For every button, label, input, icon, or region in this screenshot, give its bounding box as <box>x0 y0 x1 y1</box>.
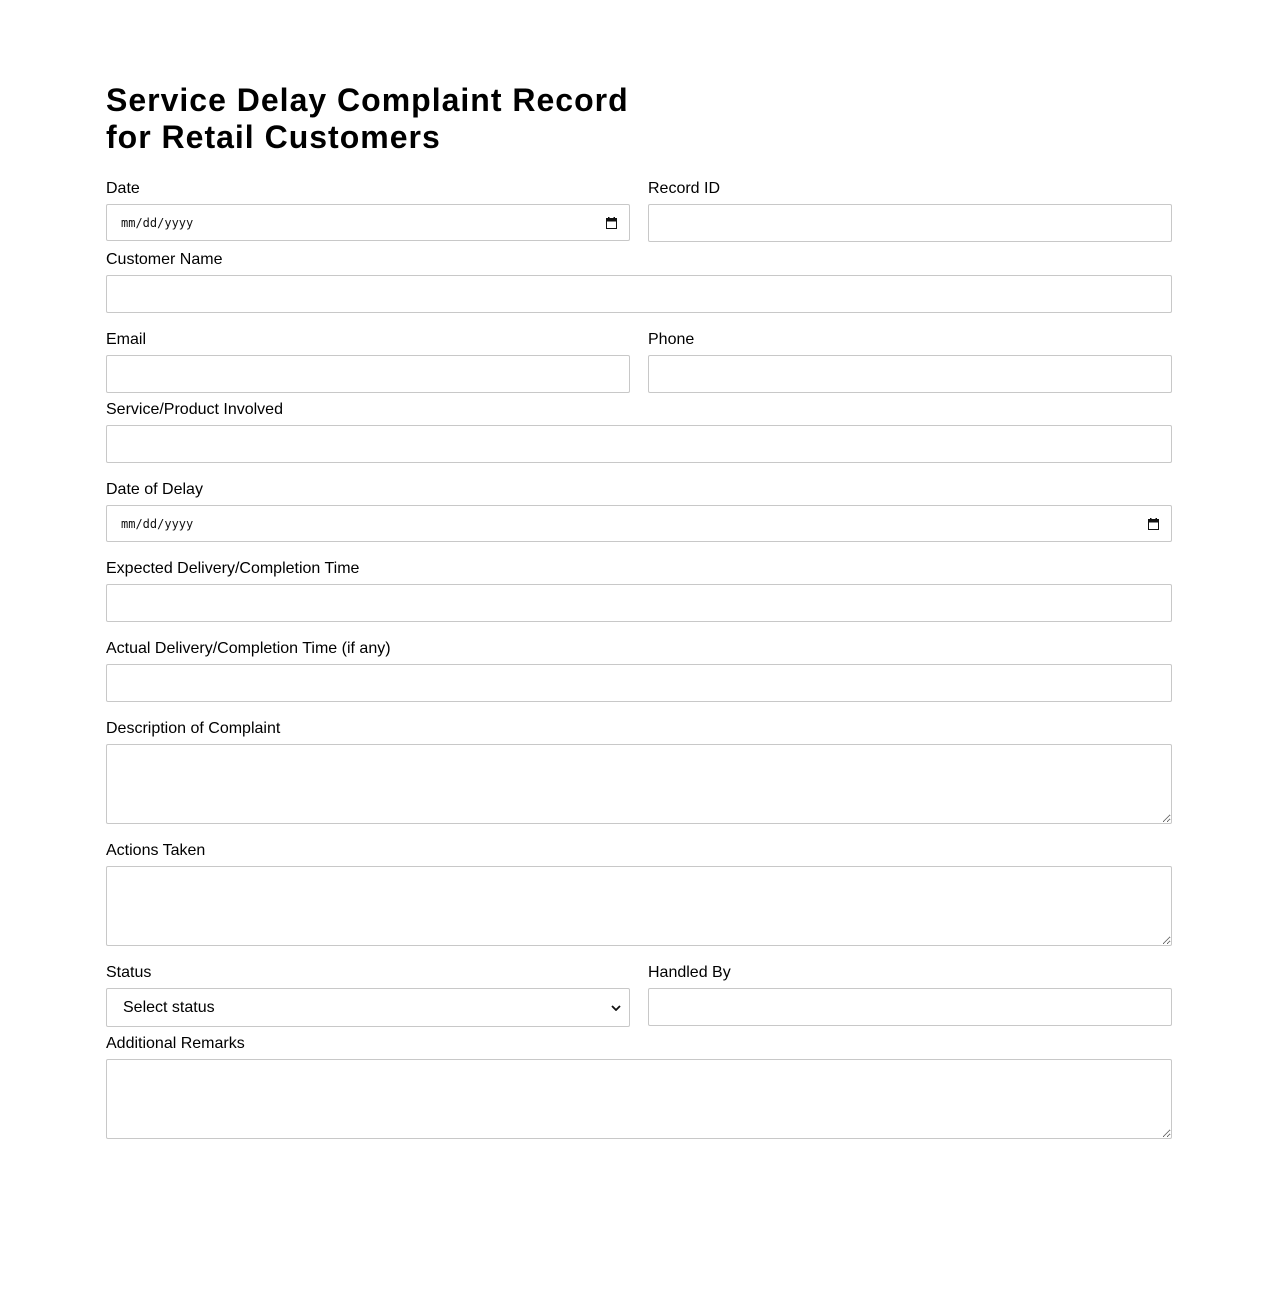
actual-time-label: Actual Delivery/Completion Time (if any) <box>106 640 391 657</box>
email-field[interactable] <box>106 355 630 393</box>
customer-name-group <box>106 251 1172 313</box>
date-of-delay-input[interactable] <box>106 505 1172 542</box>
handled-by-group <box>648 964 1172 1027</box>
expected-time-group <box>106 560 1172 622</box>
date-of-delay-label: Date of Delay <box>106 481 203 498</box>
page-title: Service Delay Complaint Record for Retail Customers <box>106 82 629 155</box>
date-input[interactable] <box>106 204 630 241</box>
record-id-label: Record ID <box>648 180 721 197</box>
customer-name-label: Customer Name <box>106 251 223 268</box>
status-label: Status <box>106 964 152 981</box>
complaint-form <box>106 82 1172 1139</box>
record-id-input[interactable] <box>648 204 1172 242</box>
service-product-input[interactable] <box>106 425 1172 463</box>
actions-taken-textarea[interactable] <box>106 866 1172 946</box>
row-status-handled <box>106 964 1172 1027</box>
date-of-delay-group <box>106 481 1172 542</box>
service-product-group <box>106 401 1172 463</box>
description-textarea[interactable] <box>106 744 1172 824</box>
phone-field[interactable] <box>648 355 1172 393</box>
chevron-down-icon <box>611 1005 621 1011</box>
actual-time-group <box>106 640 1172 702</box>
row-date-record <box>106 180 1172 242</box>
status-selected-value: Select status <box>123 998 215 1016</box>
customer-name-input[interactable] <box>106 275 1172 313</box>
phone-group <box>648 331 1172 393</box>
description-label: Description of Complaint <box>106 720 281 737</box>
handled-by-input[interactable] <box>648 988 1172 1026</box>
row-email-phone <box>106 331 1172 393</box>
email-group <box>106 331 630 393</box>
status-group <box>106 964 630 1027</box>
phone-label: Phone <box>648 331 695 348</box>
date-placeholder: mm/dd/yyyy <box>121 215 194 230</box>
remarks-textarea[interactable] <box>106 1059 1172 1139</box>
actual-time-input[interactable] <box>106 664 1172 702</box>
calendar-icon[interactable] <box>1148 518 1159 530</box>
calendar-icon[interactable] <box>606 217 617 229</box>
date-of-delay-placeholder: mm/dd/yyyy <box>121 516 194 531</box>
remarks-label: Additional Remarks <box>106 1035 245 1052</box>
status-select[interactable] <box>106 988 630 1027</box>
date-label: Date <box>106 180 140 197</box>
remarks-group <box>106 1035 1172 1139</box>
email-label: Email <box>106 331 147 348</box>
handled-by-label: Handled By <box>648 964 731 981</box>
actions-taken-group <box>106 842 1172 946</box>
service-product-label: Service/Product Involved <box>106 401 283 418</box>
description-group <box>106 720 1172 824</box>
record-id-group <box>648 180 1172 242</box>
expected-time-label: Expected Delivery/Completion Time <box>106 560 360 577</box>
actions-taken-label: Actions Taken <box>106 842 206 859</box>
date-group <box>106 180 630 242</box>
expected-time-input[interactable] <box>106 584 1172 622</box>
